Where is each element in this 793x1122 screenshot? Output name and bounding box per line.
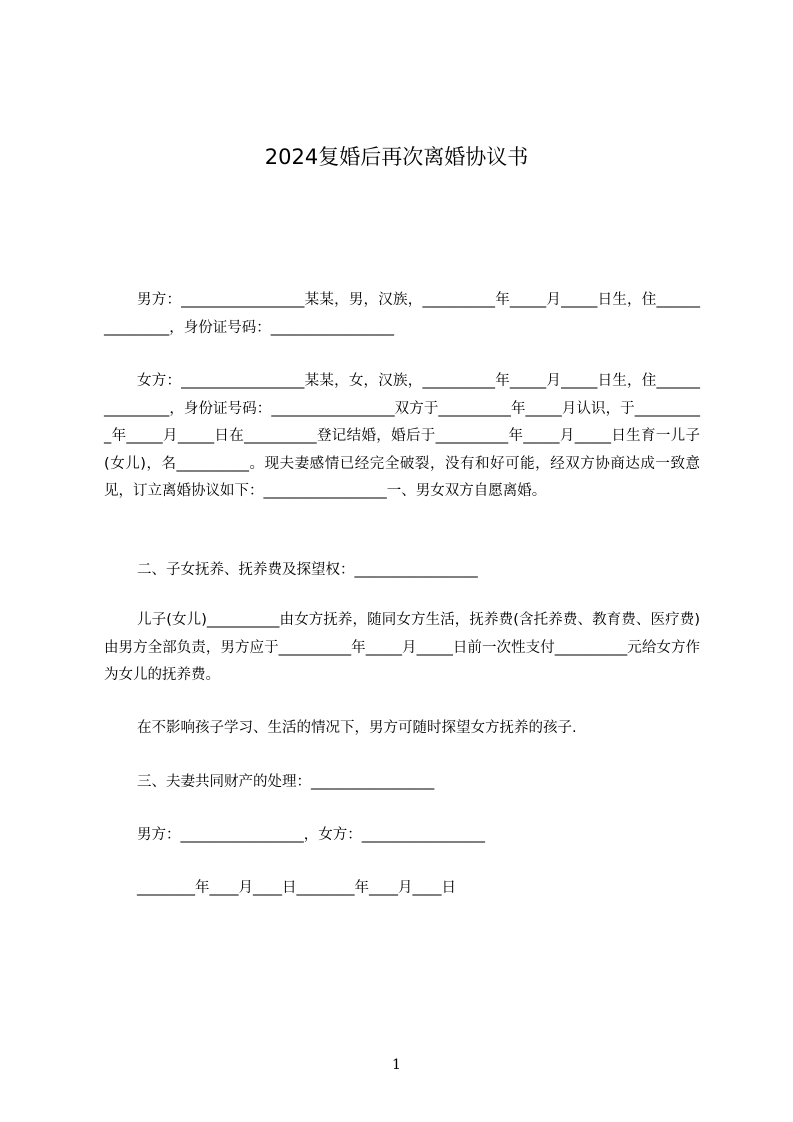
paragraph-female-party: 女方：_________________某某，女，汉族，__________年_____月_____日生，住_______________，身份证号码：_________________双方于__________年_____月认识，于__________年_____月_____日在__________登记结婚，婚后于__________年_____月_____日生育一儿子(女儿)，名__________。现夫妻感情已经完全破裂，没有和好可能，经双方协商达成一致意见，订立离婚协议如下：_________________一、男女双方自愿离婚。: [104, 373, 700, 499]
paragraph-property-heading: 三、夫妻共同财产的处理：_________________: [137, 774, 435, 790]
paragraph-dates: ________年____月____日________年____月____日: [137, 880, 456, 896]
paragraph-child-custody: 儿子(女儿)__________由女方抚养，随同女方生活，抚养费(含托养费、教育费、医疗费)由男方全部负责，男方应于__________年_____月_____日前一次性支付__________元给女方作为女儿的抚养费。: [104, 612, 700, 683]
page-number: 1: [392, 1057, 401, 1073]
paragraph-visitation: 在不影响孩子学习、生活的情况下，男方可随时探望女方抚养的孩子.: [137, 720, 577, 736]
paragraph-male-party: 男方：_________________某某，男，汉族，__________年_____月_____日生，住_______________，身份证号码：_________________: [104, 292, 700, 336]
paragraph-child-support-heading: 二、子女抚养、抚养费及探望权：_________________: [137, 562, 478, 578]
paragraph-signatures: 男方：_________________，女方：_________________: [137, 827, 485, 843]
document-title: 2024复婚后再次离婚协议书: [264, 145, 529, 169]
